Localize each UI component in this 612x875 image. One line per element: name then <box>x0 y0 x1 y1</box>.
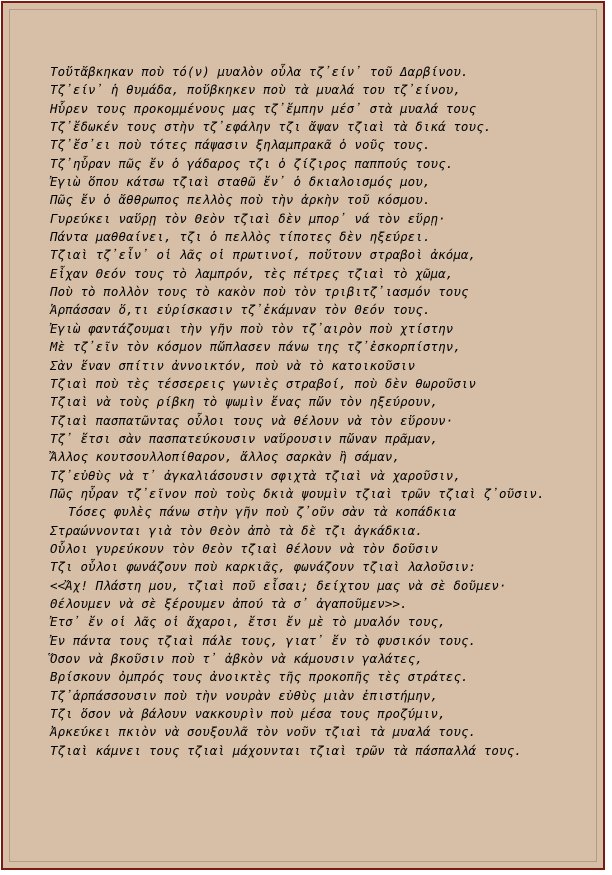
poem-line: Σὰν ἕναν σπίτιν ἀννοικτόν, ποὺ νὰ τὸ κατοικοῦσιν <box>50 357 416 373</box>
poem-line: Τόσες φυλὲς πάνω στὴν γῆν ποὺ ζ᾽οῦν σὰν τὰ κοπάδκια <box>68 504 457 520</box>
poem-line: Θέλουμεν νὰ σὲ ξέρουμεν ἀπού τὰ σ᾽ ἀγαποῦμεν>>. <box>50 595 408 611</box>
page-frame <box>1 1 605 870</box>
poem-line: <<Ἄχ! Πλάστη μου, τζιαὶ ποῦ εἶσαι; δείχτου μας νὰ σὲ δοῦμεν· <box>50 577 507 593</box>
poem-line: Τζιαὶ νὰ τοὺς ρίβκη τὸ ψωμὶν ἕνας πὤν τὸν ηξεύρουν, <box>50 394 439 410</box>
poem-text <box>50 63 590 760</box>
poem-line: Τζ᾽ηὗραν πῶς ἔν ὁ γάδαρος τζι ὁ ζίζιρος παππούς τους. <box>50 155 454 171</box>
poem-line: Ηὗρεν τους προκομμένους μας τζ᾽ἔμπην μέσ᾽ στὰ μυαλά τους <box>50 100 477 116</box>
poem-line: Τζι ὅσον νὰ βάλουν νακκουρὶν ποὺ μέσα τους προζύμιν, <box>50 706 446 722</box>
poem-line: Τζι οὗλοι φωνάζουν ποὺ καρκιᾶς, φωνάζουν τζιαὶ λαλοῦσιν: <box>50 559 477 575</box>
poem-line: Τζιαὶ πασπατῶντας οὗλοι τους νὰ θέλουν νὰ τὸν εὕρουν· <box>50 412 454 428</box>
poem-line: Τζ᾽ ἔτσι σὰν πασπατεύκουσιν ναὕρουσιν πὤναν πρᾶμαν, <box>50 430 439 446</box>
poem-line: Πάντα μαθθαίνει, τζι ὁ πελλὸς τίποτες δὲν ηξεύρει. <box>50 229 431 245</box>
poem-line: Τζ᾽ἔσ᾽ει ποὺ τότες πάψασιν ξηλαμπρακᾶ ὁ νοῦς τους. <box>50 137 431 153</box>
poem-line: Ἐγιὼ ὅπου κάτσω τζιαὶ σταθῶ ἔν᾽ ὁ δκιαλοισμός μου, <box>50 174 431 190</box>
poem-line: Πῶς ηὗραν τζ᾽εῖνον ποὺ τοὺς δκιὰ ψουμὶν τζιαὶ τρῶν τζιαὶ ζ᾽οῦσιν. <box>50 485 545 501</box>
poem-line: Στραώννονται γιὰ τὸν Θεὸν ἀπὸ τὰ δὲ τζι ἀγκάδκια. <box>50 522 423 538</box>
poem-line: Βρίσκουν ὀμπρός τους ἀνοικτὲς τῆς προκοπῆς τὲς στράτες. <box>50 669 469 685</box>
poem-line: Πῶς ἔν ὁ ἄθθρωπος πελλὸς ποὺ τὴν ἀρκὴν τοῦ κόσμου. <box>50 192 431 208</box>
poem-line: Τζιαὶ ποὺ τὲς τέσσερεις γωνιὲς στραβοί, ποὺ δὲν θωροῦσιν <box>50 375 477 391</box>
poem-line: Τζ᾽ἁρπάσσουσιν ποὺ τὴν νουρὰν εὐθὺς μιὰν ἐπιστήμην, <box>50 687 439 703</box>
poem-line: Ἀρκεύκει πκιὸν νὰ σουξουλᾶ τὸν νοῦν τζιαὶ τὰ μυαλά τους. <box>50 724 477 740</box>
poem-line: Γυρεύκει ναὕρῃ τὸν Θεὸν τζιαὶ δὲν μπορ᾽ νά τὸν εὕρῃ· <box>50 210 446 226</box>
poem-line: Τζ᾽εὐθὺς νὰ τ᾽ ἀγκαλιάσουσιν σφιχτὰ τζιαὶ νὰ χαροῦσιν, <box>50 467 461 483</box>
poem-line: Ποὺ τὸ πολλὸν τους τὸ κακὸν ποὺ τὸν τριβιτζ᾽ιασμόν τους <box>50 284 469 300</box>
poem-line: Τοὔτἄβκηκαν ποὺ τό(ν) μυαλὸν οὗλα τζ᾽είν᾽ τοῦ Δαρβίνου. <box>50 64 469 79</box>
poem-line: Ἐγιὼ φαντάζουμαι τὴν γῆν ποὺ τὸν τζ᾽αιρὸν ποὺ χτίστην <box>50 320 454 336</box>
poem-line: Ἁρπάσσαν ὅ,τι εὑρίσκασιν τζ᾽ἐκάμναν τὸν Θεόν τους. <box>50 302 431 318</box>
poem-line: Τζιαὶ κάμνει τους τζιαὶ μάχουνται τζιαὶ τρῶν τὰ πάσπαλλά τους. <box>50 742 522 758</box>
poem-line: Ὅσον νὰ βκοῦσιν ποὺ τ᾽ ἀβκὸν νὰ κάμουσιν γαλάτες, <box>50 651 423 666</box>
poem-line: Οὗλοι γυρεύκουν τὸν Θεὸν τζιαὶ θέλουν νὰ τὸν δοῦσιν <box>50 540 439 556</box>
poem-line: Τζ᾽ἔδωκέν τους στὴν τζ᾽εφάλην τζι ἄψαν τζιαὶ τὰ δικά τους. <box>50 119 492 135</box>
poem-line: Ἐν πάντα τους τζιαὶ πάλε τους, γιατ᾽ ἔν τὸ φυσικόν τους. <box>50 632 477 648</box>
poem-line: Τζ᾽είν᾽ ἡ θυμάδα, ποὔβκηκεν ποὺ τὰ μυαλά του τζ᾽είνου, <box>50 82 461 98</box>
poem-line: Εἶχαν Θεόν τους τὸ λαμπρόν, τὲς πέτρες τζιαὶ τὸ χῶμα, <box>50 265 454 281</box>
poem-line: Ἄλλος κουτσουλλοπίθαρον, ἄλλος σαρκὰν ἢ σάμαν, <box>50 449 401 465</box>
poem-line: Τζιαὶ τζ᾽εἶν᾽ οἱ λᾶς οἱ πρωτινοί, ποὔτουν στραβοὶ ἀκόμα, <box>50 247 477 263</box>
poem-line: Μὲ τζ᾽εῖν τὸν κόσμον πὤπλασεν πάνω της τζ᾽ἐσκορπίστην, <box>50 339 461 355</box>
poem-line: Ἐτσ᾽ ἔν οἱ λᾶς οἱ ἄχαροι, ἔτσι ἔν μὲ τὸ μυαλόν τους, <box>50 614 446 630</box>
